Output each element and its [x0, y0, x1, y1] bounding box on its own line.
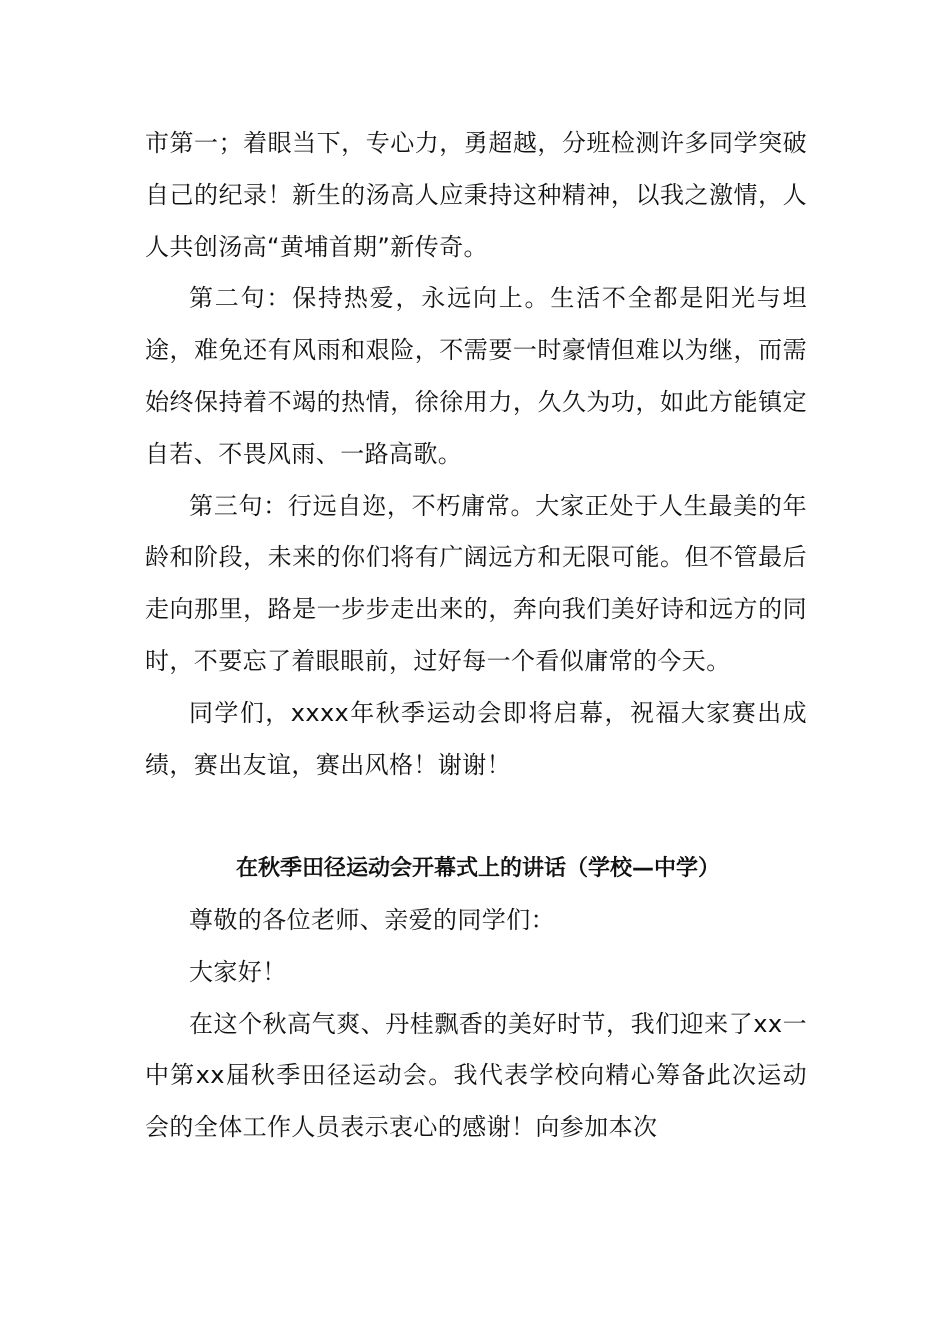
paragraph: 第三句：行远自迩，不朽庸常。大家正处于人生最美的年龄和阶段，未来的你们将有广阔远方和无限可能。但不管最后走向那里，路是一步步走出来的，奔向我们美好诗和远方的同时，不要忘了着眼眼前，过好每一个看似庸常的今天。 [145, 491, 807, 675]
paragraph: 第二句：保持热爱，永远向上。生活不全都是阳光与坦途，难免还有风雨和艰险，不需要一时豪情但难以为继，而需始终保持着不竭的热情，徐徐用力，久久为功，如此方能镇定自若、不畏风雨、一路高歌。 [145, 284, 807, 468]
document-body [145, 118, 807, 1154]
salutation: 尊敬的各位老师、亲爱的同学们： [189, 905, 555, 934]
paragraph: 市第一；着眼当下，专心力，勇超越，分班检测许多同学突破自己的纪录！新生的汤高人应秉持这种精神，以我之激情，人人共创汤高“黄埔首期”新传奇。 [145, 129, 807, 261]
blank-line [145, 791, 807, 843]
paragraph: 同学们，xxxx年秋季运动会即将启幕，祝福大家赛出成绩，赛出友谊，赛出风格！谢谢！ [145, 698, 807, 779]
section-title: 在秋季田径运动会开幕式上的讲话（学校—中学） [235, 856, 720, 882]
greeting: 大家好！ [189, 957, 287, 986]
paragraph: 在这个秋高气爽、丹桂飘香的美好时节，我们迎来了xx一中第xx届秋季田径运动会。我代表学校向精心筹备此次运动会的全体工作人员表示衷心的感谢！向参加本次 [145, 1009, 807, 1142]
